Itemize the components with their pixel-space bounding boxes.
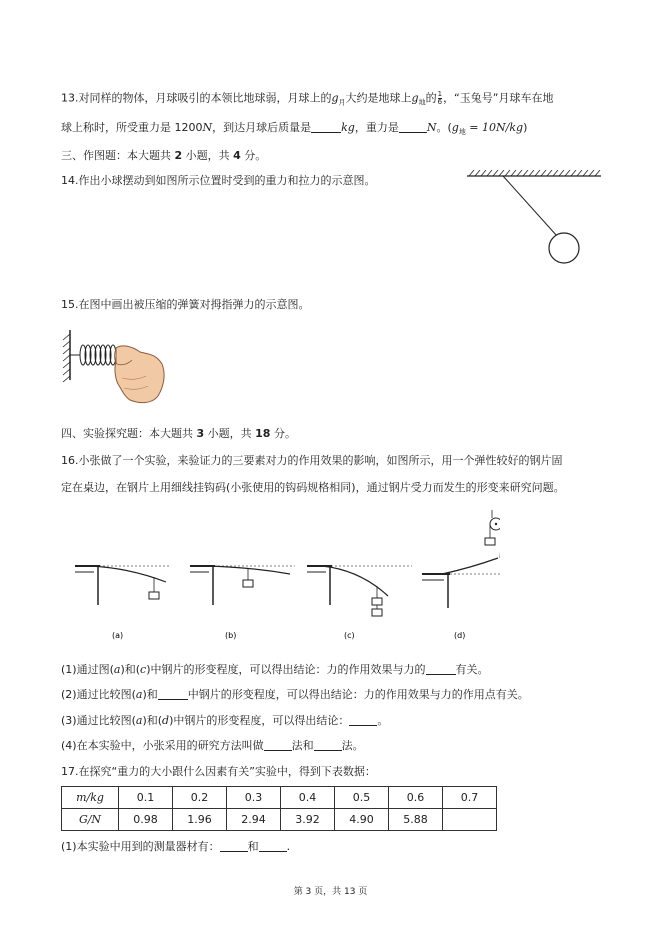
data-table — [61, 786, 497, 831]
ceiling-hatch — [469, 170, 600, 176]
q16-line2: 定在桌边，在钢片上用细线挂钩码(小张使用的钩码规格相同)，通过钢片受力而发生的形变来研究问题。 — [61, 481, 565, 494]
answer-blank[interactable] — [158, 688, 188, 700]
figure-a — [75, 566, 170, 640]
fraction: $\frac{1}{6}$ — [437, 90, 443, 106]
table-cell: 2.94 — [227, 809, 281, 831]
pendulum-ball — [549, 233, 579, 263]
thumb-hand-icon — [115, 346, 164, 403]
table-cell: 0.4 — [281, 787, 335, 809]
table-cell — [443, 809, 497, 831]
answer-blank[interactable] — [264, 739, 292, 751]
section4-heading: 四、实验探究题：本大题共 3 小题，共 18 分。 — [61, 427, 296, 440]
page-footer: 第 3 页，共 13 页 — [293, 887, 368, 897]
answer-blank[interactable] — [314, 739, 342, 751]
q14-text: 14.作出小球摆动到如图所示位置时受到的重力和拉力的示意图。 — [61, 174, 376, 187]
q16-sub2: (2)通过比较图(a)和 中钢片的形变程度，可以得出结论：力的作用效果与力的作用点有关。 — [61, 688, 529, 701]
table-cell: 5.88 — [389, 809, 443, 831]
figure-d — [422, 510, 500, 640]
table-cell: 3.92 — [281, 809, 335, 831]
spring-icon — [80, 345, 116, 365]
table-cell: 0.1 — [119, 787, 173, 809]
figure-label: (b) — [225, 631, 237, 640]
table-cell: 0.2 — [173, 787, 227, 809]
q13-line1: 13.对同样的物体，月球吸引的本领比地球弱，月球上的$g_月$大约是地球上$g_地$的 $\frac{1}{6}$ ，“玉兔号”月球车在地 — [61, 90, 554, 107]
spring-thumb-figure — [60, 328, 170, 406]
table-cell: 0.6 — [389, 787, 443, 809]
figure-label: (d) — [454, 631, 466, 640]
table-cell: 0.5 — [335, 787, 389, 809]
answer-blank[interactable] — [311, 121, 341, 133]
q17-text: 17.在探究“重力的大小跟什么因素有关”实验中，得到下表数据： — [61, 765, 376, 778]
q16-line1: 16.小张做了一个实验，来验证力的三要素对力的作用效果的影响，如图所示，用一个弹性较好的钢片固 — [61, 454, 563, 467]
q16-sub3: (3)通过比较图(a)和(d)中钢片的形变程度，可以得出结论： 。 — [61, 714, 389, 727]
answer-blank[interactable] — [220, 840, 248, 852]
table-cell: 4.90 — [335, 809, 389, 831]
row-header: G/N — [62, 809, 119, 831]
answer-blank[interactable] — [349, 714, 377, 726]
q13-line2: 球上称时，所受重力是 1200N，到达月球后质量是 kg，重力是 N。$(g_地 = 10N/kg)$ — [61, 121, 528, 137]
answer-blank[interactable] — [399, 121, 427, 133]
wall-hatch — [63, 334, 70, 382]
table-row — [62, 809, 497, 831]
section3-heading: 三、作图题：本大题共 2 小题，共 4 分。 — [61, 149, 267, 162]
table-row — [62, 787, 497, 809]
pendulum-figure — [465, 170, 605, 270]
figure-c — [307, 566, 412, 640]
pendulum-string — [503, 176, 557, 236]
steel-strip-figures — [70, 508, 500, 643]
table-cell: 0.98 — [119, 809, 173, 831]
q16-sub1: (1)通过图(a)和(c)中钢片的形变程度，可以得出结论：力的作用效果与力的 有关。 — [61, 663, 489, 676]
q17-sub1: (1)本实验中用到的测量器材有： 和 . — [61, 840, 291, 853]
q15-text: 15.在图中画出被压缩的弹簧对拇指弹力的示意图。 — [61, 298, 310, 311]
table-cell: 0.7 — [443, 787, 497, 809]
row-header: m/kg — [62, 787, 119, 809]
table-cell: 1.96 — [173, 809, 227, 831]
answer-blank[interactable] — [426, 663, 456, 675]
table-cell: 0.3 — [227, 787, 281, 809]
figure-label: (c) — [344, 631, 355, 640]
q16-sub4: (4)在本实验中，小张采用的研究方法叫做 法和 法。 — [61, 739, 364, 752]
figure-b — [190, 566, 295, 640]
answer-blank[interactable] — [259, 840, 287, 852]
figure-label: (a) — [112, 631, 124, 640]
